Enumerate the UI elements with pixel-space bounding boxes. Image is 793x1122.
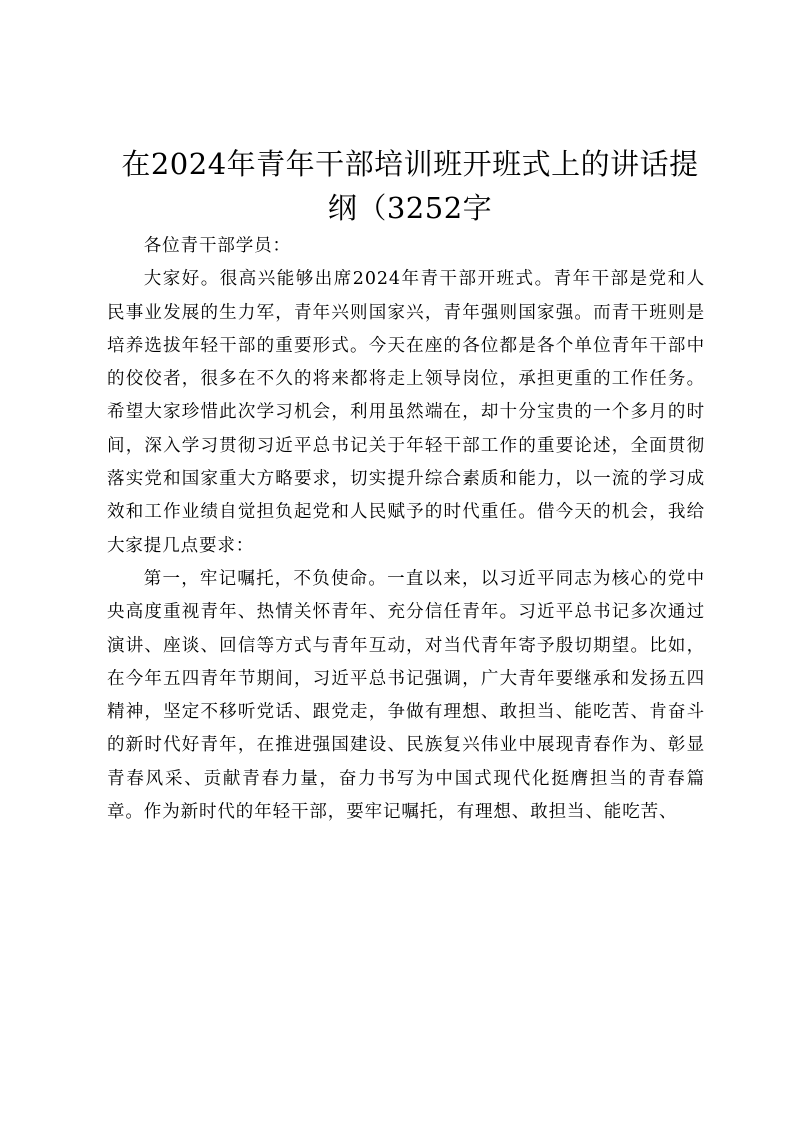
document-title	[100, 142, 720, 230]
title-line-1: 在2024年青年干部培训班开班式上的讲话提	[121, 147, 699, 181]
body-paragraph-intro: 大家好。很高兴能够出席2024年青干部开班式。青年干部是党和人民事业发展的生力军，青年兴则国家兴，青年强则国家强。而青干班则是培养选拔年轻干部的重要形式。今天在座的各位都是各个单位青年干部中的佼佼者，很多在不久的将来都将走上领导岗位，承担更重的工作任务。希望大家珍惜此次学习机会，利用虽然端在，却十分宝贵的一个多月的时间，深入学习贯彻习近平总书记关于年轻干部工作的重要论述，全面贯彻落实党和国家重大方略要求，切实提升综合素质和能力，以一流的学习成效和工作业绩自觉担负起党和人民赋予的时代重任。借今天的机会，我给大家提几点要求：	[107, 269, 705, 556]
document-body	[107, 230, 705, 829]
salutation-paragraph: 各位青干部学员：	[143, 236, 291, 256]
title-line-2: 纲（3252字	[327, 191, 493, 225]
body-paragraph-first-point: 第一，牢记嘱托，不负使命。一直以来，以习近平同志为核心的党中央高度重视青年、热情关怀青年、充分信任青年。习近平总书记多次通过演讲、座谈、回信等方式与青年互动，对当代青年寄予殷切期望。比如，在今年五四青年节期间，习近平总书记强调，广大青年要继承和发扬五四精神，坚定不移听党话、跟党走，争做有理想、敢担当、能吃苦、肯奋斗的新时代好青年，在推进强国建设、民族复兴伟业中展现青春作为、彰显青春风采、贡献青春力量，奋力书写为中国式现代化挺膺担当的青春篇章。作为新时代的年轻干部，要牢记嘱托，有理想、敢担当、能吃苦、	[107, 568, 705, 823]
